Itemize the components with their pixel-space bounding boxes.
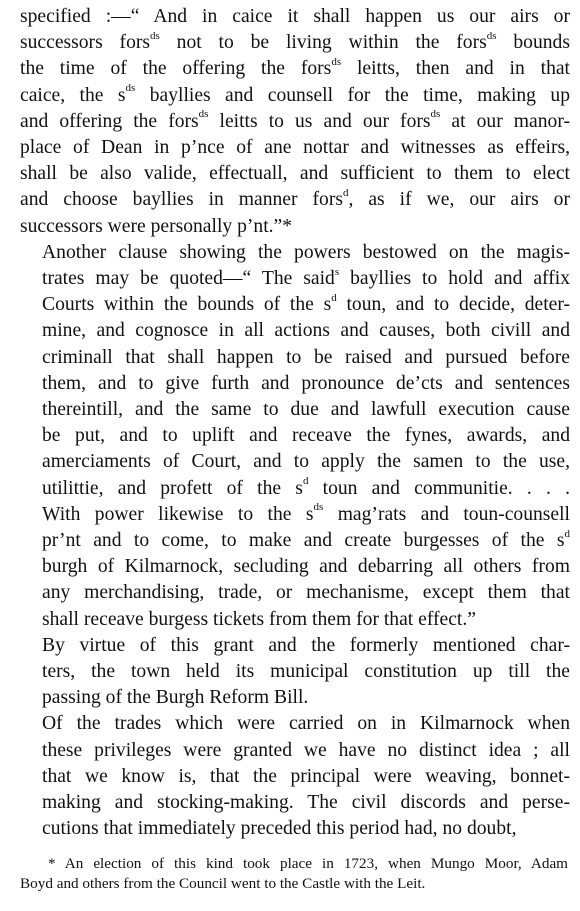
- text-line: burgh of Kilmarnock, secluding and debarring all others from: [42, 556, 570, 578]
- text-line: criminall that shall happen to be raised and pursued before: [42, 346, 570, 368]
- text-line: Another clause showing the powers bestowed on the magis-: [42, 241, 570, 263]
- text-line: any merchandising, trade, or mechanisme, except them that: [42, 582, 570, 604]
- body-text: [20, 4, 570, 843]
- text-line: successors fors$^{ds}$ not to be living within the fors$^{ds}$ bounds: [20, 29, 570, 54]
- footnote-line: * An election of this kind took place in 1723, when Mungo Moor, Adam: [48, 855, 568, 872]
- text-line: Courts within the bounds of the $s^d$ toun, and to decide, deter-: [42, 291, 571, 316]
- text-line: making and stocking-making. The civil discords and perse-: [42, 792, 570, 814]
- text-line: thereintill, and the same to due and lawfull execution cause: [42, 399, 570, 421]
- text-line: successors were personally p’nt.”*: [20, 215, 293, 237]
- text-line: specified :—“ And in caice it shall happen us our airs or: [20, 6, 570, 27]
- footnote-line: Boyd and others from the Council went to the Castle with the Leit.: [20, 875, 426, 892]
- paragraph-2: [20, 240, 570, 633]
- text-line: By virtue of this grant and the formerly mentioned char-: [42, 634, 570, 656]
- text-line: Of the trades which were carried on in Kilmarnock when: [42, 713, 570, 735]
- text-line: and offering the fors$^{ds}$ leitts to us and our fors$^{ds}$ at our manor-: [20, 108, 570, 132]
- text-line: trates may be quoted—“ The said$^s$ bayllies to hold and affix: [42, 265, 570, 290]
- footnote: [20, 854, 568, 894]
- text-line: these privileges were granted we have no distinct idea ; all: [42, 739, 570, 761]
- text-line: be put, and to uplift and receave the fynes, awards, and: [42, 425, 570, 447]
- text-line: shall be also valide, effectuall, and sufficient to them to elect: [20, 163, 570, 185]
- text-line: amerciaments of Court, and to apply the samen to the use,: [42, 451, 570, 473]
- text-line: caice, the $s^{ds}$ bayllies and counsell for the time, making up: [20, 82, 570, 106]
- text-line: pr’nt and to come, to make and create burgesses of the $s^d$: [42, 527, 570, 552]
- text-line: passing of the Burgh Reform Bill.: [42, 687, 309, 709]
- text-line: cutions that immediately preceded this period had, no doubt,: [42, 818, 517, 840]
- text-line: that we know is, that the principal were weaving, bonnet-: [42, 765, 570, 787]
- text-line: ters, the town held its municipal constitution up till the: [42, 661, 570, 683]
- text-line: mine, and cognosce in all actions and causes, both civill and: [42, 320, 570, 342]
- text-line: them, and to give furth and pronounce de’cts and sentences: [42, 372, 570, 394]
- text-line: the time of the offering the fors$^{ds}$ leitts, then and in that: [20, 55, 571, 80]
- text-line: shall receave burgess tickets from them for that effect.”: [42, 608, 476, 630]
- text-line: utilittie, and profett of the $s^d$ toun and communitie. . . .: [42, 475, 570, 499]
- text-line: place of Dean in p’nce of ane nottar and witnesses as effeirs,: [20, 137, 570, 159]
- paragraph-4: [20, 711, 570, 842]
- text-line: and choose bayllies in manner fors$^d$, as if we, our airs or: [20, 186, 570, 211]
- text-line: With power likewise to the $s^{ds}$ mag’rats and toun-counsell: [42, 501, 570, 525]
- paragraph-3: [20, 633, 570, 712]
- paragraph-1: [20, 4, 570, 240]
